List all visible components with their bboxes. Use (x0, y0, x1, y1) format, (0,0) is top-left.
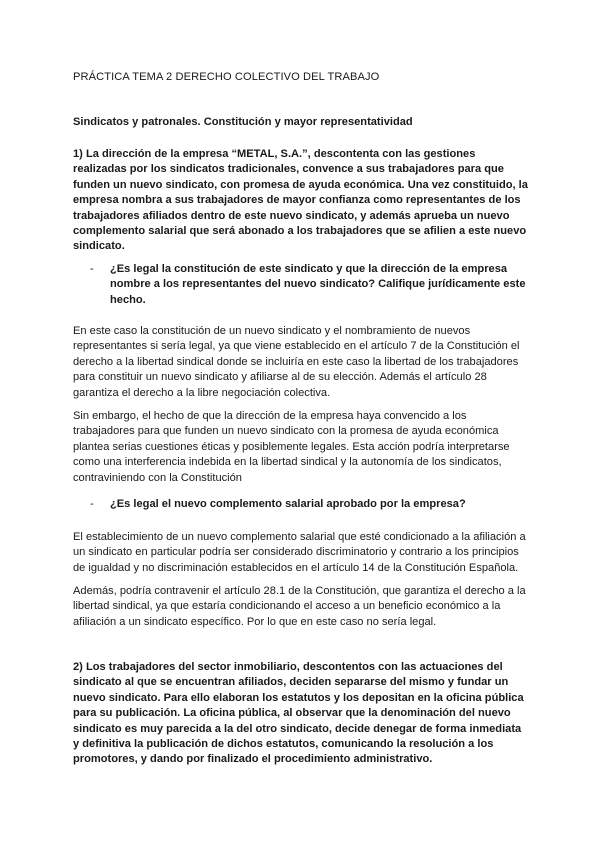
subquestion-a-text: ¿Es legal la constitución de este sindicato y que la dirección de la empresa nombre a los representantes del nuevo sindicato? Califique jurídicamente este hecho. (110, 263, 526, 306)
question-1: 1) La dirección de la empresa “METAL, S.A.”, descontenta con las gestiones realizadas por los sindicatos tradicionales, convence a sus trabajadores para que funden un nuevo sindicato, con promesa de ayuda económica. Una vez constituido, la empresa nombra a sus trabajadores de mayor confianza como representantes de los trabajadores afiliados dentro de este nuevo sindicato, y además aprueba un nuevo complemento salarial que será abonado a los trabajadores que se afilien a este nuevo sindicato. (73, 148, 528, 253)
section-heading: Sindicatos y patronales. Constitución y mayor representatividad (73, 116, 413, 128)
subquestion-b-text: ¿Es legal el nuevo complemento salarial aprobado por la empresa? (110, 498, 466, 510)
bullet-dash: - (90, 263, 94, 275)
question-2: 2) Los trabajadores del sector inmobiliario, descontentos con las actuaciones del sindicato al que se encuentran afiliados, deciden separarse del mismo y fundar un nuevo sindicato. Para ello elaboran los estatutos y los depositan en la oficina pública para su publicación. La oficina pública, al observar que la denominación del nuevo sindicato es muy parecida a la del otro sindicato, decide denegar de forma inmediata y definitiva la publicación de dichos estatutos, comunicando la resolución a los promotores, y dando por finalizado el procedimiento administrativo. (73, 661, 524, 766)
bullet-dash: - (90, 498, 94, 510)
answer-a-paragraph-1: En este caso la constitución de un nuevo sindicato y el nombramiento de nuevos representantes si sería legal, ya que viene establecido en el artículo 7 de la Constitución el derecho a la libertad sindical donde se incluiría en este caso la libertad de los trabajadores para constituir un nuevo sindicato y afiliarse al de su elección. Además el artículo 28 garantiza el derecho a la libre negociación colectiva. (73, 325, 520, 399)
document-title: PRÁCTICA TEMA 2 DERECHO COLECTIVO DEL TRABAJO (73, 71, 380, 83)
answer-b-paragraph-2: Además, podría contravenir el artículo 28.1 de la Constitución, que garantiza el derecho a la libertad sindical, ya que estaría condicionando el acceso a un beneficio económico a la afiliación a un sindicato específico. Por lo que en este caso no sería legal. (73, 585, 526, 628)
answer-a-paragraph-2: Sin embargo, el hecho de que la dirección de la empresa haya convencido a los trabajadores para que funden un nuevo sindicato con la promesa de ayuda económica plantea serias cuestiones éticas y posiblemente legales. Esta acción podría interpretarse como una interferencia indebida en la libertad sindical y la autonomía de los sindicatos, contraviniendo con la Constitución (73, 410, 510, 484)
answer-b-paragraph-1: El establecimiento de un nuevo complemento salarial que esté condicionado a la afiliación a un sindicato en particular podría ser considerado discriminatorio y contrario a los principios de igualdad y no discriminación establecidos en el artículo 14 de la Constitución Española. (73, 531, 526, 574)
